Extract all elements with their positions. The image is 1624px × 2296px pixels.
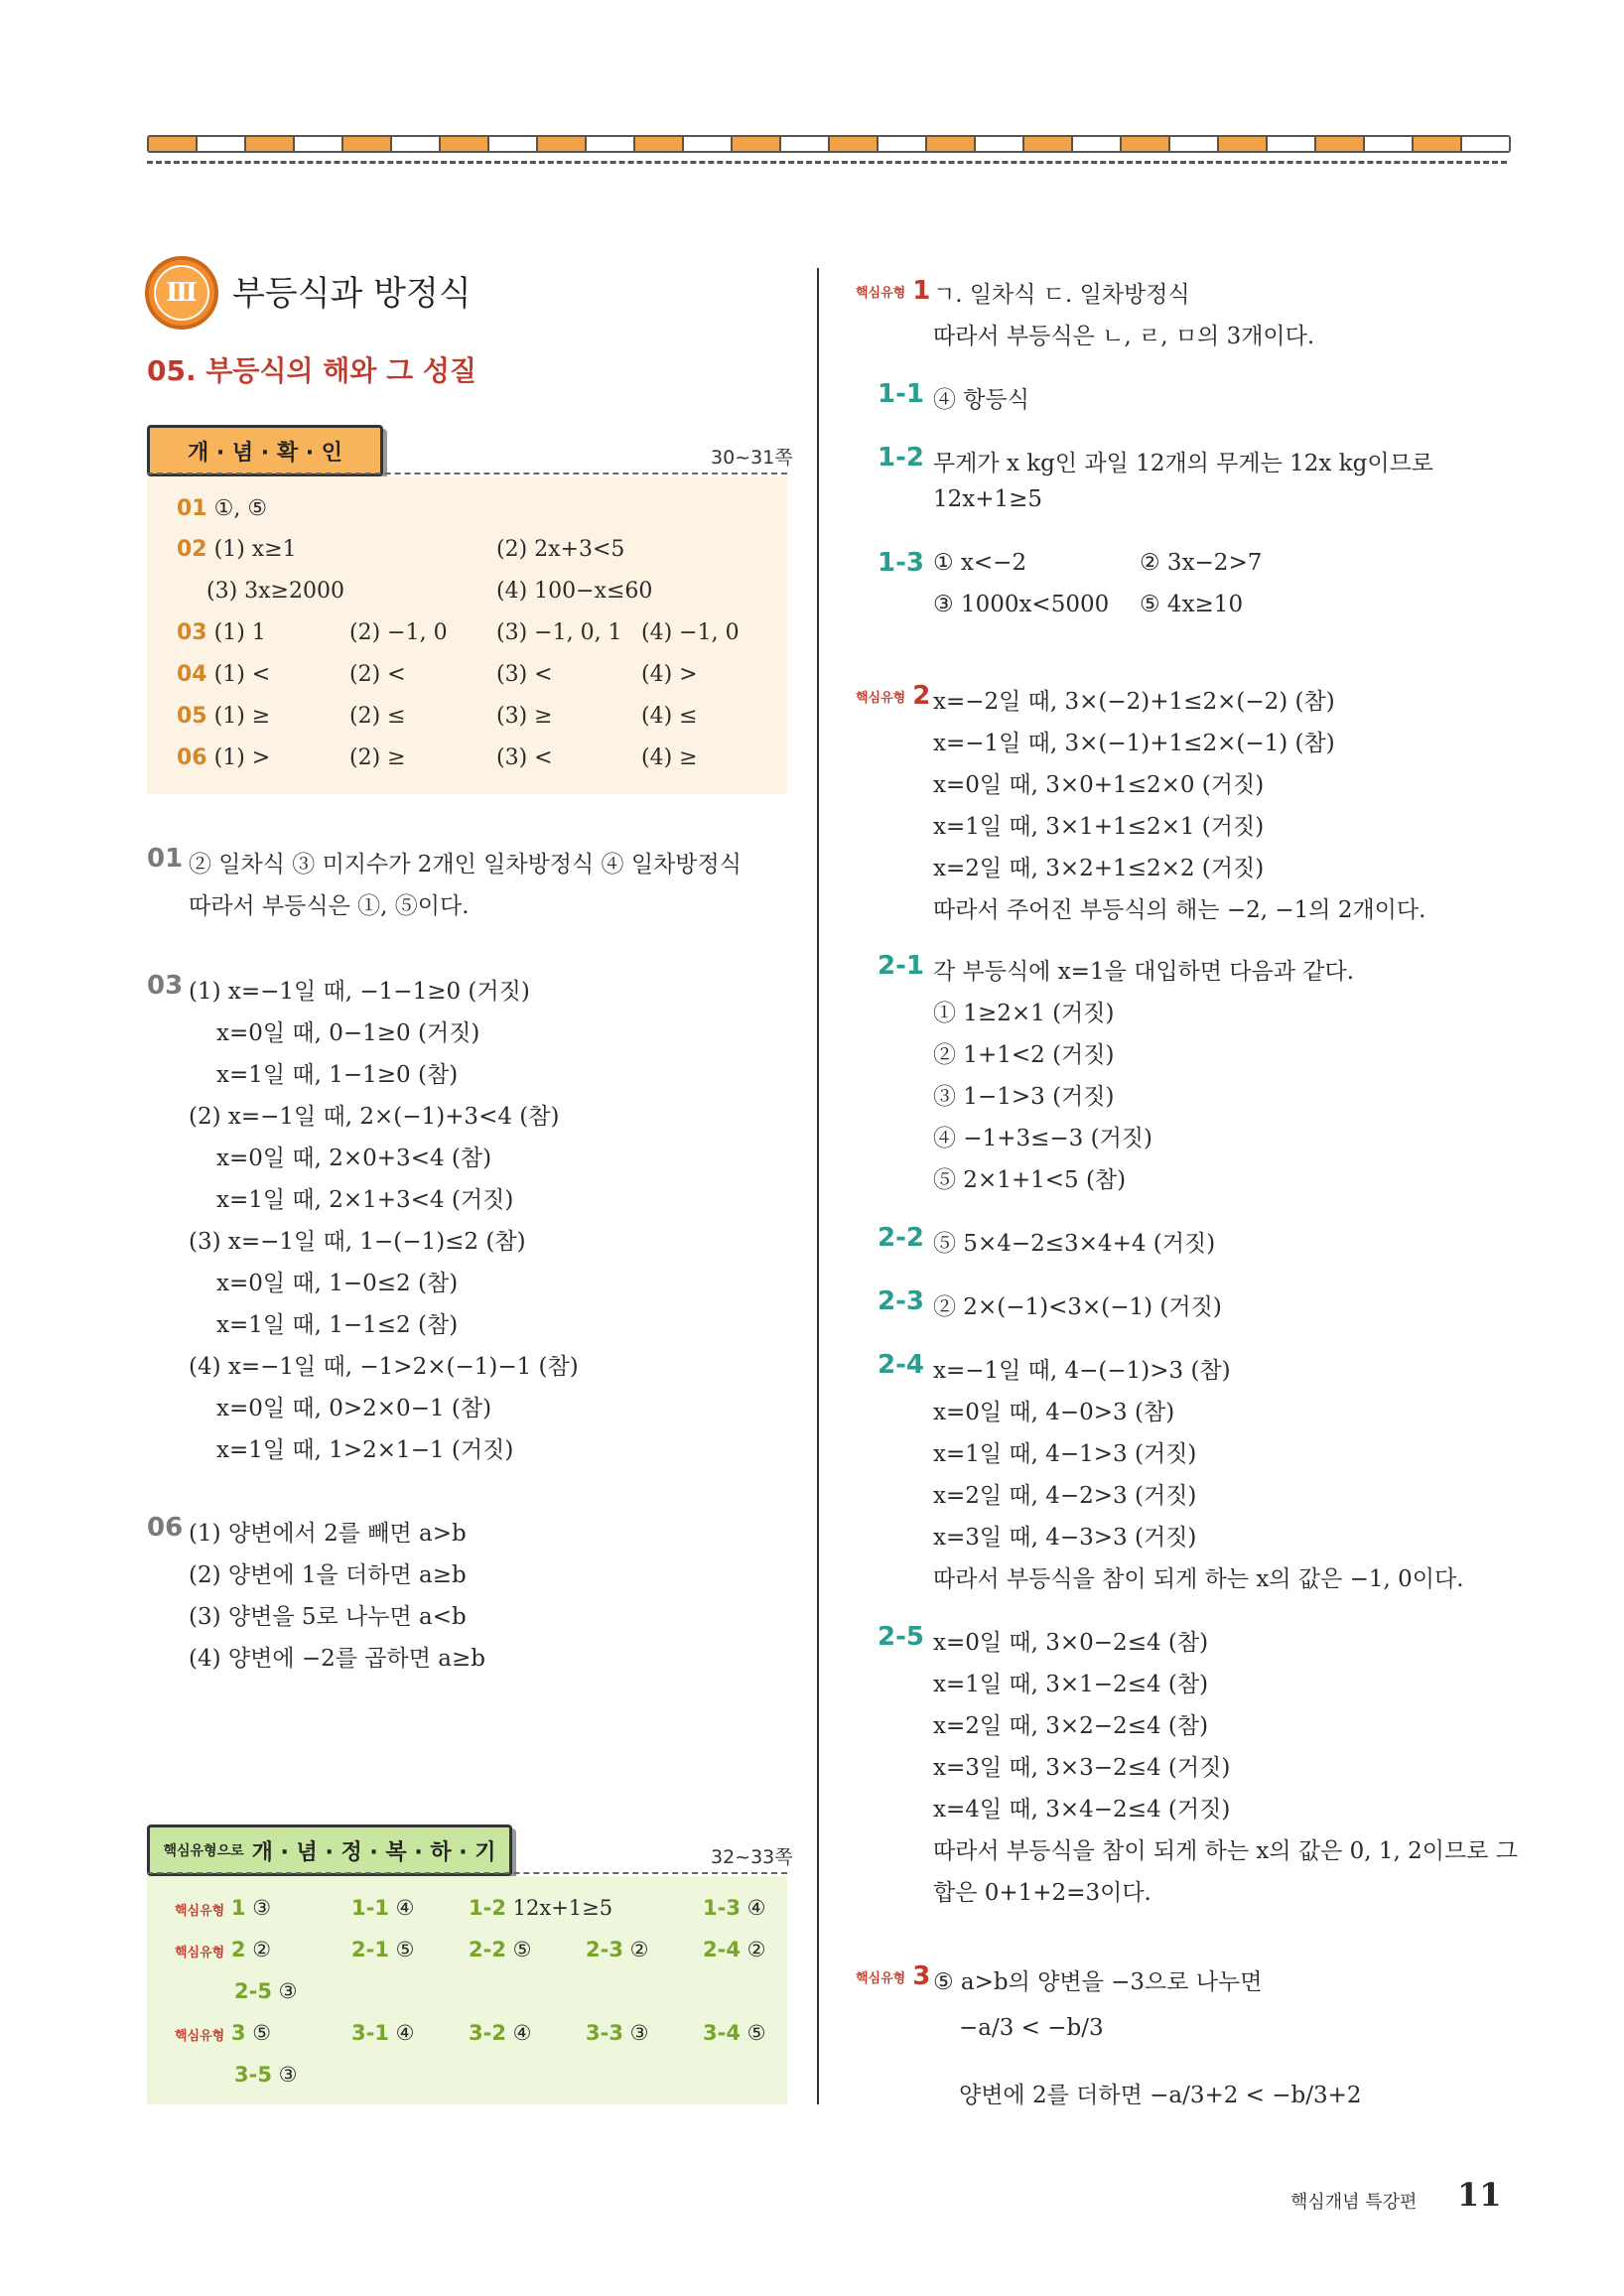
- core2-line-2: x=−1일 때, 3×(−1)+1≤2×(−1) (참): [933, 731, 1335, 756]
- q03-line-6: x=1일 때, 2×1+3<4 (거짓): [216, 1187, 514, 1213]
- p1-2-line-1: 무게가 x kg인 과일 12개의 무게는 12x kg이므로: [933, 451, 1434, 476]
- cc-row-02-c: (3) 3x≥2000: [206, 579, 344, 604]
- p1-3-line-4: ⑤ 4x≥10: [1140, 592, 1244, 617]
- p2-4-line-3: x=1일 때, 4−1>3 (거짓): [933, 1441, 1197, 1467]
- page-number: 11: [1457, 2176, 1502, 2214]
- p2-5-line-3: x=2일 때, 3×2−2≤4 (참): [933, 1713, 1209, 1739]
- q06-line-2: (2) 양변에 1을 더하면 a≥b: [189, 1562, 467, 1588]
- q01-line-2: 따라서 부등식은 ①, ⑤이다.: [189, 893, 470, 919]
- review-3-3: 3-3 ③: [586, 2021, 649, 2045]
- concept-check-divider: [147, 473, 787, 474]
- review-2-2: 2-2 ⑤: [469, 1938, 532, 1961]
- cc-row-05-c: (3) ≥: [496, 704, 553, 729]
- core2-line-3: x=0일 때, 3×0+1≤2×0 (거짓): [933, 772, 1265, 798]
- cc-row-03: 03 (1) 1: [177, 620, 266, 645]
- p1-1-number: 1-1: [878, 379, 924, 409]
- cc-row-05-d: (4) ≤: [641, 704, 698, 729]
- p2-1-line-3: ② 1+1<2 (거짓): [933, 1042, 1115, 1068]
- p1-2-number: 1-2: [878, 443, 924, 473]
- review-2-5: 2-5 ③: [234, 1979, 298, 2003]
- p2-2-line-1: ⑤ 5×4−2≤3×4+4 (거짓): [933, 1231, 1216, 1257]
- p1-2-line-2: 12x+1≥5: [933, 486, 1043, 512]
- cc-row-03-d: (4) −1, 0: [641, 620, 740, 645]
- q03-line-2: x=0일 때, 0−1≥0 (거짓): [216, 1020, 480, 1046]
- q06-number: 06: [147, 1513, 184, 1543]
- p1-3-line-3: ③ 1000x<5000: [933, 592, 1110, 617]
- p2-4-number: 2-4: [878, 1350, 924, 1380]
- review-1-1: 1-1 ④: [351, 1896, 415, 1920]
- cc-row-06-b: (2) ≥: [349, 745, 406, 770]
- chapter-numeral: Ⅲ: [154, 265, 209, 321]
- p2-5-line-7: 합은 0+1+2=3이다.: [933, 1880, 1151, 1906]
- cc-row-02-b: (2) 2x+3<5: [496, 537, 625, 562]
- p2-1-line-4: ③ 1−1>3 (거짓): [933, 1084, 1115, 1110]
- p1-3-number: 1-3: [878, 548, 924, 578]
- review-tab-label: 개 · 념 · 정 · 복 · 하 · 기: [251, 1839, 496, 1865]
- core1-line-2: 따라서 부등식은 ㄴ, ㄹ, ㅁ의 3개이다.: [933, 324, 1315, 349]
- q01-line-1: ② 일차식 ③ 미지수가 2개인 일차방정식 ④ 일차방정식: [189, 852, 742, 878]
- p1-3-line-2: ② 3x−2>7: [1140, 550, 1263, 576]
- cc-row-06-d: (4) ≥: [641, 745, 698, 770]
- review-core-3: 핵심유형 3 ⑤: [175, 2021, 272, 2045]
- review-2-1: 2-1 ⑤: [351, 1938, 415, 1961]
- review-3-5: 3-5 ③: [234, 2063, 298, 2087]
- p2-4-line-5: x=3일 때, 4−3>3 (거짓): [933, 1525, 1197, 1551]
- review-3-2: 3-2 ④: [469, 2021, 532, 2045]
- cc-row-02-d: (4) 100−x≤60: [496, 579, 653, 604]
- cc-row-02: 02 (1) x≥1: [177, 537, 297, 562]
- p2-1-line-5: ④ −1+3≤−3 (거짓): [933, 1126, 1152, 1151]
- p2-4-line-4: x=2일 때, 4−2>3 (거짓): [933, 1483, 1197, 1509]
- chapter-title: 부등식과 방정식: [232, 274, 472, 314]
- review-core-1: 핵심유형 1 ③: [175, 1896, 272, 1920]
- cc-row-01: 01 ①, ⑤: [177, 496, 268, 521]
- p2-3-line-1: ② 2×(−1)<3×(−1) (거짓): [933, 1294, 1222, 1320]
- q03-line-7: (3) x=−1일 때, 1−(−1)≤2 (참): [189, 1229, 526, 1255]
- core2-line-5: x=2일 때, 3×2+1≤2×2 (거짓): [933, 856, 1265, 881]
- p2-5-line-2: x=1일 때, 3×1−2≤4 (참): [933, 1672, 1209, 1697]
- review-3-4: 3-4 ⑤: [703, 2021, 766, 2045]
- review-2-3: 2-3 ②: [586, 1938, 649, 1961]
- p2-1-line-2: ① 1≥2×1 (거짓): [933, 1001, 1115, 1026]
- q03-line-4: (2) x=−1일 때, 2×(−1)+3<4 (참): [189, 1104, 560, 1130]
- review-pages: 32~33쪽: [711, 1846, 793, 1868]
- cc-row-06: 06 (1) >: [177, 745, 271, 770]
- cc-row-04: 04 (1) <: [177, 662, 271, 687]
- p2-5-line-6: 따라서 부등식을 참이 되게 하는 x의 값은 0, 1, 2이므로 그: [933, 1838, 1518, 1864]
- p1-3-line-1: ① x<−2: [933, 550, 1027, 576]
- review-tab-prefix: 핵심유형으로: [163, 1843, 244, 1859]
- chapter-badge: [145, 256, 218, 330]
- q06-line-3: (3) 양변을 5로 나누면 a<b: [189, 1604, 467, 1630]
- q06-line-4: (4) 양변에 −2를 곱하면 a≥b: [189, 1646, 485, 1672]
- p2-5-number: 2-5: [878, 1622, 924, 1652]
- header-dashed-line: [147, 161, 1507, 164]
- q03-line-9: x=1일 때, 1−1≤2 (참): [216, 1312, 459, 1338]
- review-divider: [147, 1872, 787, 1874]
- core2-line-1: x=−2일 때, 3×(−2)+1≤2×(−2) (참): [933, 689, 1335, 715]
- core3-label: 핵심유형 3: [856, 1961, 931, 1991]
- cc-row-04-d: (4) >: [641, 662, 698, 687]
- core3-line-3: 양변에 2를 더하면 −a/3+2 < −b/3+2: [959, 2083, 1362, 2108]
- p2-1-line-1: 각 부등식에 x=1을 대입하면 다음과 같다.: [933, 959, 1355, 985]
- top-decorative-bar: [147, 135, 1511, 153]
- review-3-1: 3-1 ④: [351, 2021, 415, 2045]
- core2-label: 핵심유형 2: [856, 681, 931, 711]
- cc-row-05-b: (2) ≤: [349, 704, 406, 729]
- core3-line-1: ⑤ a>b의 양변을 −3으로 나누면: [933, 1969, 1263, 1995]
- q03-number: 03: [147, 971, 184, 1001]
- section-title: 05. 부등식의 해와 그 성질: [147, 354, 477, 387]
- q01-number: 01: [147, 844, 184, 874]
- column-divider: [817, 268, 819, 2104]
- p2-1-number: 2-1: [878, 951, 924, 981]
- review-2-4: 2-4 ②: [703, 1938, 766, 1961]
- p2-5-line-4: x=3일 때, 3×3−2≤4 (거짓): [933, 1755, 1231, 1781]
- q03-line-10: (4) x=−1일 때, −1>2×(−1)−1 (참): [189, 1354, 579, 1380]
- concept-check-pages: 30~31쪽: [711, 447, 793, 469]
- footer-label: 핵심개념 특강편: [1290, 2192, 1418, 2213]
- p2-4-line-1: x=−1일 때, 4−(−1)>3 (참): [933, 1358, 1231, 1384]
- review-1-2: 1-2 12x+1≥5: [469, 1896, 613, 1920]
- cc-row-04-c: (3) <: [496, 662, 553, 687]
- q03-line-1: (1) x=−1일 때, −1−1≥0 (거짓): [189, 979, 530, 1005]
- p2-4-line-6: 따라서 부등식을 참이 되게 하는 x의 값은 −1, 0이다.: [933, 1566, 1464, 1592]
- cc-row-05: 05 (1) ≥: [177, 704, 271, 729]
- review-tab: [147, 1824, 512, 1876]
- p1-1-line-1: ④ 항등식: [933, 387, 1029, 413]
- core3-line-2: −a/3 < −b/3: [959, 2015, 1104, 2041]
- q03-line-12: x=1일 때, 1>2×1−1 (거짓): [216, 1437, 514, 1463]
- q06-line-1: (1) 양변에서 2를 빼면 a>b: [189, 1521, 467, 1547]
- p2-5-line-5: x=4일 때, 3×4−2≤4 (거짓): [933, 1797, 1231, 1823]
- q03-line-8: x=0일 때, 1−0≤2 (참): [216, 1271, 459, 1296]
- core1-line-1: ㄱ. 일차식 ㄷ. 일차방정식: [933, 282, 1190, 308]
- cc-row-03-b: (2) −1, 0: [349, 620, 448, 645]
- core2-line-6: 따라서 주어진 부등식의 해는 −2, −1의 2개이다.: [933, 897, 1426, 923]
- concept-check-tab: 개 · 념 · 확 · 인: [147, 425, 383, 476]
- p2-4-line-2: x=0일 때, 4−0>3 (참): [933, 1400, 1175, 1425]
- p2-5-line-1: x=0일 때, 3×0−2≤4 (참): [933, 1630, 1209, 1656]
- cc-row-04-b: (2) <: [349, 662, 406, 687]
- cc-row-06-c: (3) <: [496, 745, 553, 770]
- cc-row-03-c: (3) −1, 0, 1: [496, 620, 622, 645]
- q03-line-11: x=0일 때, 0>2×0−1 (참): [216, 1396, 492, 1421]
- review-core-2: 핵심유형 2 ②: [175, 1938, 272, 1961]
- core1-label: 핵심유형 1: [856, 276, 931, 306]
- p2-3-number: 2-3: [878, 1286, 924, 1316]
- core2-line-4: x=1일 때, 3×1+1≤2×1 (거짓): [933, 814, 1265, 840]
- p2-2-number: 2-2: [878, 1223, 924, 1253]
- q03-line-5: x=0일 때, 2×0+3<4 (참): [216, 1146, 492, 1171]
- q03-line-3: x=1일 때, 1−1≥0 (참): [216, 1062, 459, 1088]
- p2-1-line-6: ⑤ 2×1+1<5 (참): [933, 1167, 1127, 1193]
- review-1-3: 1-3 ④: [703, 1896, 766, 1920]
